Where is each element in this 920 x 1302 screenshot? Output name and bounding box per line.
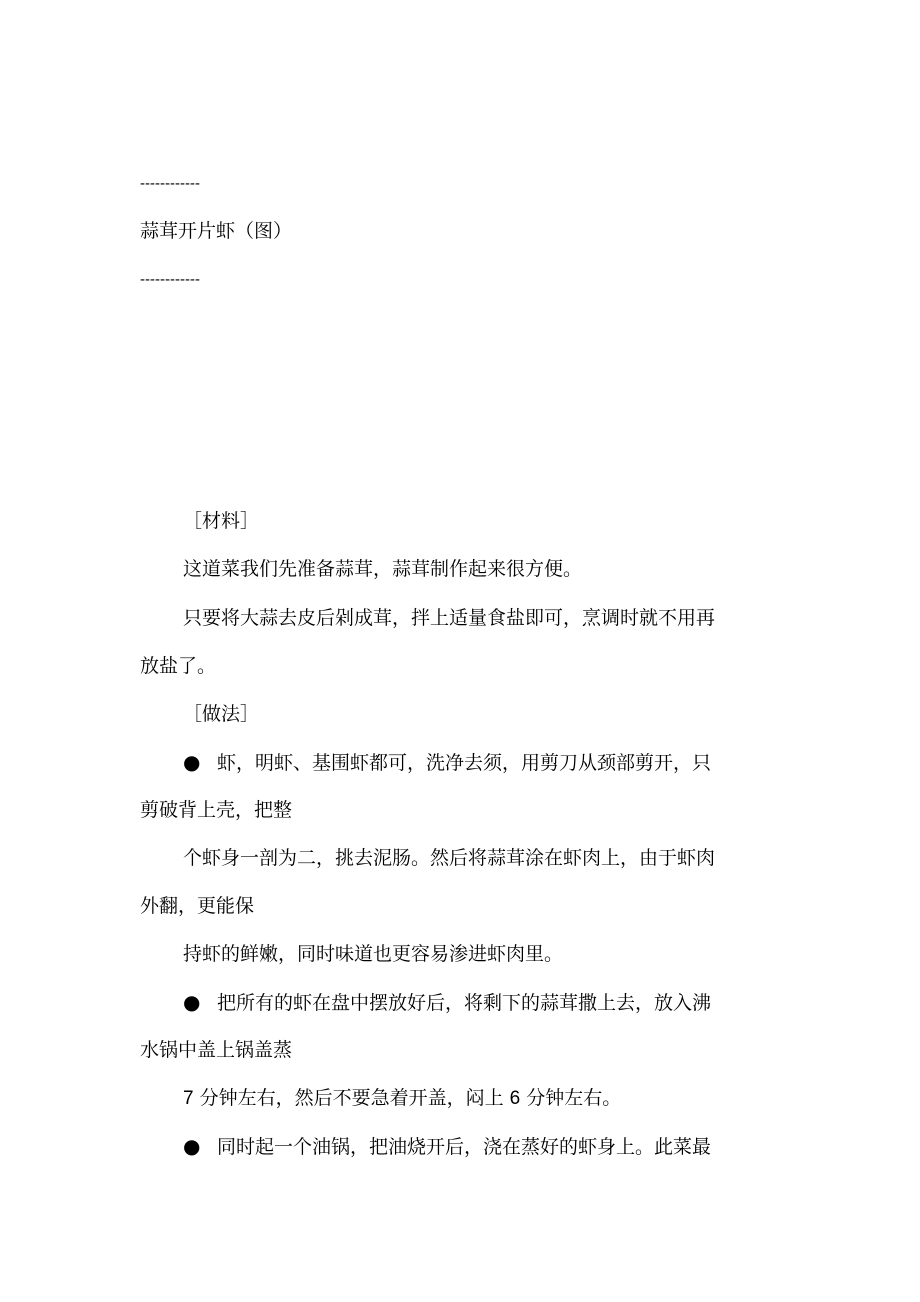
step-2-minutes-steam: 7 bbox=[183, 1088, 194, 1109]
materials-paragraph-2-line-1: 只要将大蒜去皮后剁成茸，拌上适量食盐即可，烹调时就不用再 bbox=[183, 607, 716, 629]
step-2-text: 把所有的虾在盘中摆放好后，将剩下的蒜茸撒上去，放入沸 bbox=[217, 992, 712, 1014]
step-3-text: 同时起一个油锅，把油烧开后，浇在蒸好的虾身上。此菜最 bbox=[217, 1136, 712, 1158]
step-1-line-2: 剪破背上壳，把整 bbox=[140, 799, 293, 821]
method-heading: ［做法］ bbox=[183, 703, 260, 725]
materials-heading: ［材料］ bbox=[183, 510, 260, 532]
step-2-minutes-rest: 6 bbox=[509, 1088, 521, 1109]
step-2-line-3 bbox=[183, 1086, 621, 1111]
step-3-line-1 bbox=[183, 1134, 711, 1159]
materials-paragraph-1: 这道菜我们先准备蒜茸，蒜茸制作起来很方便。 bbox=[183, 558, 583, 580]
step-1-line-5: 持虾的鲜嫩，同时味道也更容易渗进虾肉里。 bbox=[183, 943, 564, 965]
materials-paragraph-2-line-2: 放盐了。 bbox=[140, 655, 217, 677]
bullet-icon: ● bbox=[183, 750, 201, 774]
step-2-line-1 bbox=[183, 990, 711, 1015]
recipe-title: 蒜茸开片虾（图） bbox=[140, 220, 293, 242]
separator-bottom: ------------ bbox=[140, 271, 200, 288]
separator-top: ------------ bbox=[140, 175, 200, 192]
bullet-icon: ● bbox=[183, 1134, 201, 1158]
bullet-icon: ● bbox=[183, 990, 201, 1014]
step-2-text-part-2: 分钟左右。 bbox=[520, 1087, 622, 1109]
step-2-line-2: 水锅中盖上锅盖蒸 bbox=[140, 1039, 293, 1061]
step-1-line-3: 个虾身一剖为二，挑去泥肠。然后将蒜茸涂在虾肉上，由于虾肉 bbox=[183, 847, 716, 869]
step-1-text: 虾，明虾、基围虾都可，洗净去须，用剪刀从颈部剪开，只 bbox=[217, 752, 712, 774]
step-1-line-1 bbox=[183, 750, 711, 775]
step-2-text-part-1: 分钟左右，然后不要急着开盖，闷上 bbox=[193, 1087, 510, 1109]
step-1-line-4: 外翻，更能保 bbox=[140, 895, 255, 917]
